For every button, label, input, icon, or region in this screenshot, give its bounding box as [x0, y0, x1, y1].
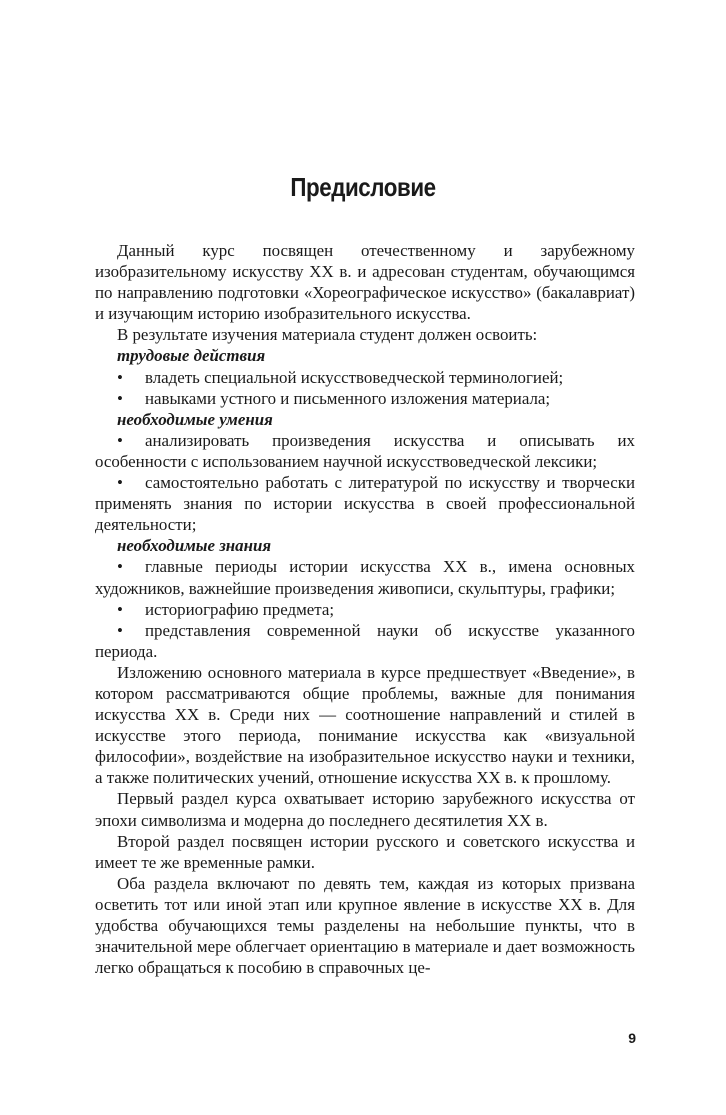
section-heading: необходимые умения — [117, 409, 273, 429]
list-item-text: анализировать произведения искусства и описывать их особенности с использованием научной искусствоведческой лексики; — [95, 430, 635, 471]
bullet-icon: • — [117, 599, 123, 619]
page-title: Предисловие — [290, 172, 436, 202]
list-item — [95, 556, 635, 598]
paragraph: Изложению основного материала в курсе предшествует «Введение», в котором рассматриваются общие проблемы, важные для понимания искусства XX в. Среди них — соотношение направлений и стилей в искусстве этого периода, понимание искусства как «визуальной философии», воздействие на изобразительное искусство науки и техники, а также политических учений, отношение искусства XX в. к прошлому. — [95, 662, 635, 788]
bullet-icon: • — [117, 557, 123, 577]
paragraph: Первый раздел курса охватывает историю зарубежного искусства от эпохи символизма и модерна до последнего десятилетия XX в. — [95, 789, 635, 830]
list-item-text: главные периоды истории искусства XX в., имена основных художников, важнейшие произведения живописи, скульптуры, графики; — [95, 557, 635, 598]
list-item-text: историографию предмета; — [145, 599, 335, 619]
list-item-text: навыками устного и письменного изложения материала; — [145, 388, 551, 408]
bullet-icon: • — [117, 620, 123, 640]
body-text — [95, 240, 635, 978]
list-item — [95, 472, 635, 535]
list-item — [95, 367, 635, 388]
paragraph: В результате изучения материала студент должен освоить: — [117, 325, 538, 345]
section-heading: трудовые действия — [117, 346, 266, 366]
list-item — [95, 599, 635, 620]
section-heading: необходимые знания — [117, 536, 272, 556]
paragraph: Данный курс посвящен отечественному и зарубежному изобразительному искусству XX в. и адресован студентам, обучающимся по направлению подготовки «Хореографическое искусство» (бакалавриат) и изучающим историю изобразительного искусства. — [95, 241, 635, 324]
bullet-icon: • — [117, 473, 123, 493]
list-item — [95, 620, 635, 662]
paragraph: Второй раздел посвящен истории русского и советского искусства и имеет те же временные рамки. — [95, 831, 635, 872]
bullet-icon: • — [117, 430, 123, 450]
page-number: 9 — [628, 1030, 636, 1046]
list-item — [95, 388, 635, 409]
list-item-text: владеть специальной искусствоведческой терминологией; — [145, 367, 564, 387]
list-item-text: представления современной науки об искусстве указанного периода. — [95, 620, 635, 661]
paragraph: Оба раздела включают по девять тем, каждая из которых призвана осветить тот или иной этап или крупное явление в искусстве XX в. Для удобства обучающихся темы разделены на небольшие пункты, что в значительной мере облегчает ориентацию в материале и дает возможность легко обращаться к пособию в справочных це- — [95, 873, 635, 978]
list-item — [95, 430, 635, 472]
list-item-text: самостоятельно работать с литературой по искусству и творчески применять знания по истории искусства в своей профессиональной деятельности; — [95, 473, 635, 535]
bullet-icon: • — [117, 367, 123, 387]
bullet-icon: • — [117, 388, 123, 408]
